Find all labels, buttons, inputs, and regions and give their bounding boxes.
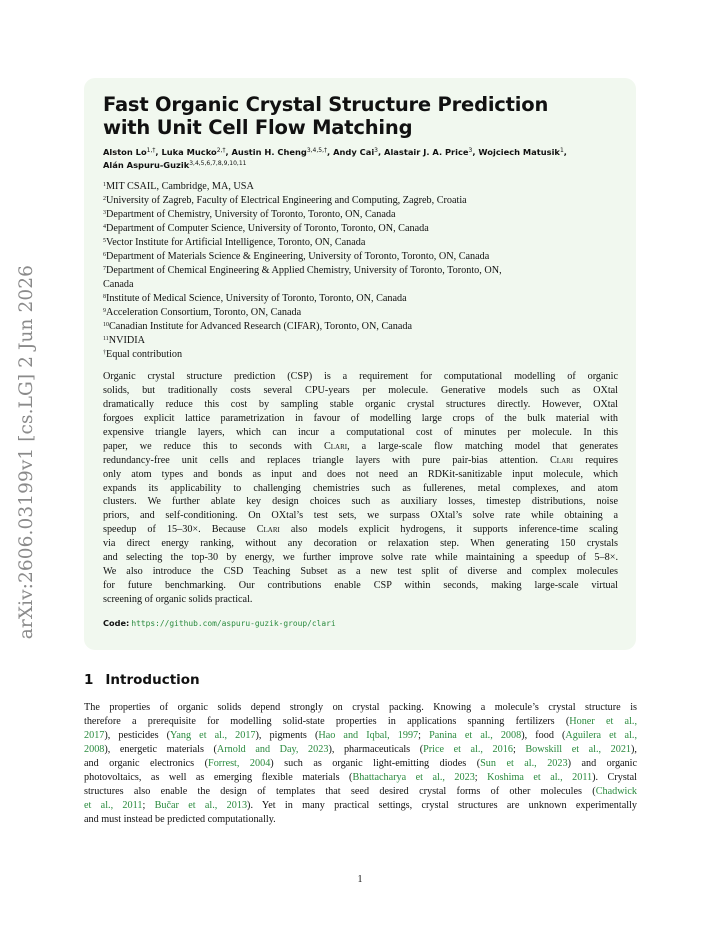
affiliation: [103, 208, 623, 222]
introduction-paragraph: [84, 701, 637, 827]
intro-line: structures also enable the design of templates that seed desired crystal forms of other molecules (Chadwick: [84, 786, 637, 797]
abstract-line: for future benchmarking. Our contributions enable CSP within seconds, making large-scale virtual: [103, 580, 618, 592]
affiliation-number: 8: [103, 294, 106, 300]
citation-link[interactable]: Aguilera et al.,: [565, 730, 637, 741]
abstract-line: priors, and self-conditioning. On OXtal’s test sets, we surpass OXtal’s solve rate while obtaining a: [103, 510, 618, 522]
abstract: [103, 370, 618, 607]
abstract-line: and selecting the top-30 by energy, we further improve solve rate while maintaining a speedup of 5–8×.: [103, 552, 618, 564]
citation-link[interactable]: Bhattacharya et al., 2023: [352, 772, 475, 783]
affiliation: [103, 194, 623, 208]
citation-link[interactable]: Yang et al., 2017: [170, 730, 256, 741]
author-affiliation-marks: 2,†: [216, 147, 226, 154]
section-title: Introduction: [105, 672, 200, 688]
citation-link[interactable]: Panina et al., 2008: [429, 730, 522, 741]
affiliation-number: 9: [103, 308, 106, 314]
citation-link[interactable]: Bučar et al., 2013: [154, 800, 248, 811]
abstract-line: screening of organic solids practical.: [103, 594, 253, 605]
abstract-line: solids, but traditionally costs several CPU-years per molecule. Generative models such as OXtal: [103, 384, 618, 396]
author-affiliation-marks: 3: [468, 147, 473, 154]
abstract-line: expensive triangle layers, which can incur a computational cost of minutes per molecule. In this: [103, 426, 618, 438]
affiliation-number: 2: [103, 196, 106, 202]
intro-line: 2008), energetic materials (Arnold and Day, 2023), pharmaceuticals (Price et al., 2016; Bowskill et al., 2021),: [84, 744, 637, 755]
author-list: Alston $Lo^{1,\dagger}$, Luka Mucko$^{2,\dagger}$, Austin H. Cheng$^{3,4,5,\dagger}$, Andy Cai$^3$, Alastair J. A. Price$^3$, Wojciech Matusik$^1$, Alán Aspuru-Guzik$^{3,4,5,6,7,8,9,10,11}$: [103, 147, 567, 170]
citation-link[interactable]: Hao and Iqbal, 1997: [318, 730, 419, 741]
affiliation-number: 4: [103, 224, 106, 230]
author-affiliation-marks: 1,†: [146, 147, 156, 154]
intro-line: 2017), pesticides (Yang et al., 2017), pigments (Hao and Iqbal, 1997; Panina et al., 2008), food (Aguilera et al.,: [84, 730, 637, 741]
affiliation-number: 10: [103, 322, 109, 328]
affiliation: [103, 250, 623, 264]
affiliation: [103, 348, 623, 362]
affiliation-number: 11: [103, 336, 109, 342]
arxiv-stamp: arXiv:2606.03199v1 [cs.LG] 2 Jun 2026: [16, 265, 37, 640]
affiliation-number: 6: [103, 252, 106, 258]
citation-link[interactable]: Chadwick: [595, 786, 637, 797]
title-line: Fast Organic Crystal Structure Prediction: [103, 93, 549, 116]
affiliation-text: Equal contribution: [106, 349, 183, 360]
affiliation: [103, 264, 623, 278]
citation-link[interactable]: Forrest, 2004: [208, 758, 271, 769]
affiliation-text: Department of Computer Science, University of Toronto, Toronto, ON, Canada: [106, 223, 429, 234]
intro-line: et al., 2011; Bučar et al., 2013). Yet in many practical settings, crystal structures are unknown experimentally: [84, 800, 637, 811]
affiliation-number: †: [103, 350, 106, 356]
citation-link[interactable]: Sun et al., 2023: [480, 758, 568, 769]
intro-line: therefore a prerequisite for modelling solid-state properties in applications spanning fertilizers (Honer et al.,: [84, 716, 637, 727]
affiliation-number: 7: [103, 266, 106, 272]
affiliation: [103, 180, 623, 194]
abstract-line: speedup of 15–30×. Because Clari also models explicit hydrogens, it supports inference-time scaling: [103, 524, 618, 536]
author-name: Luka Mucko: [161, 147, 217, 157]
affiliation-text: Canada: [103, 279, 134, 290]
author-affiliation-marks: 3,4,5,6,7,8,9,10,11: [189, 160, 247, 167]
affiliation-text: Department of Chemistry, University of Toronto, Toronto, ON, Canada: [106, 209, 396, 220]
affiliation-number: 3: [103, 210, 106, 216]
code-link-line: [103, 618, 336, 628]
affiliation-number: 1: [103, 182, 106, 188]
abstract-line: expands its applicability to challenging chemistries such as fullerenes, metal complexes, and atom: [103, 482, 618, 494]
intro-line: and must instead be predicted computationally.: [84, 814, 276, 825]
affiliation-text: Acceleration Consortium, Toronto, ON, Canada: [106, 307, 302, 318]
model-name: Clari: [256, 524, 280, 536]
author-name: Austin H. Cheng: [231, 147, 307, 157]
model-name: Clari: [323, 440, 348, 452]
author-affiliation-marks: 3: [374, 147, 378, 154]
intro-line: The properties of organic solids depend strongly on crystal packing. Knowing a molecule’s crystal structure is: [84, 702, 637, 713]
affiliation: [103, 320, 623, 334]
abstract-line: redundancy-free unit cells and replaces triangle layers with pure pair-bias attention. Clari requires: [103, 454, 619, 466]
citation-link[interactable]: 2008: [84, 744, 105, 755]
abstract-line: via direct energy ranking, without any decoration or relaxation step. When generating 150 crystals: [103, 538, 618, 550]
page-number: 1: [357, 874, 363, 885]
intro-line: and organic electronics (Forrest, 2004) such as organic light-emitting diodes (Sun et al., 2023) and organic: [84, 758, 637, 769]
affiliation-number: 5: [103, 238, 106, 244]
affiliation: [103, 236, 623, 250]
affiliation-text: Vector Institute for Artificial Intelligence, Toronto, ON, Canada: [106, 237, 366, 248]
abstract-line: dramatically reduce this cost by sampling stable organic crystal structures directly. However, OXtal: [103, 398, 618, 410]
affiliation-text: Department of Materials Science & Engineering, University of Toronto, Toronto, ON, Canada: [106, 251, 490, 262]
model-name: Clari: [550, 454, 574, 466]
code-url-link[interactable]: https://github.com/aspuru-guzik-group/clari: [131, 619, 336, 628]
affiliation-list: [103, 180, 623, 362]
affiliation-text: NVIDIA: [108, 335, 145, 346]
abstract-line: We also introduce the CSD Teaching Subset as a new test split of diverse and complex molecules: [103, 566, 618, 578]
paper-title: [103, 93, 623, 139]
author-name: Alston Lo: [103, 147, 147, 157]
affiliation: [103, 222, 623, 236]
intro-line: photovoltaics, as well as emerging flexible materials (Bhattacharya et al., 2023; Koshima et al., 2011). Crystal: [84, 772, 637, 783]
citation-link[interactable]: 2017: [84, 730, 105, 741]
citation-link[interactable]: Honer et al.,: [569, 716, 637, 727]
author-affiliation-marks: 3,4,5,†: [306, 147, 328, 154]
abstract-line: paper, we reduce this to seconds with Clari, a large-scale flow matching model that generates: [103, 440, 618, 452]
affiliation: [103, 306, 623, 320]
affiliation-text: Department of Chemical Engineering & Applied Chemistry, University of Toronto, Toronto, ON,: [106, 265, 502, 276]
section-number: 1: [84, 672, 94, 688]
affiliation: [103, 292, 623, 306]
abstract-line: Organic crystal structure prediction (CSP) is a requirement for computational modelling of organic: [103, 371, 618, 382]
affiliation-text: Institute of Medical Science, University of Toronto, Toronto, ON, Canada: [106, 293, 407, 304]
author-name: Wojciech Matusik: [478, 147, 560, 157]
code-label: Code:: [103, 618, 130, 628]
citation-link[interactable]: Koshima et al., 2011: [487, 772, 593, 783]
abstract-line: forgoes explicit lattice parametrization in favour of modelling large crops of the bulk material with: [103, 412, 618, 424]
citation-link[interactable]: Arnold and Day, 2023: [216, 744, 329, 755]
citation-link[interactable]: Price et al., 2016: [423, 744, 513, 755]
abstract-line: only atom types and bonds as input and does not need an RDKit-sanitizable input molecule, which: [103, 468, 618, 480]
author-name: Alastair J. A. Price: [384, 147, 469, 157]
affiliation: [103, 278, 623, 292]
title-line: with Unit Cell Flow Matching: [103, 116, 413, 139]
author-name: Andy Cai: [333, 147, 375, 157]
section-heading: [84, 672, 200, 688]
author-affiliation-marks: 1: [559, 147, 564, 154]
affiliation-text: MIT CSAIL, Cambridge, MA, USA: [106, 181, 254, 192]
citation-link[interactable]: Bowskill et al., 2021: [525, 744, 632, 755]
affiliation-text: Canadian Institute for Advanced Research (CIFAR), Toronto, ON, Canada: [109, 321, 413, 332]
author-name: Alán Aspuru-Guzik: [103, 160, 190, 170]
abstract-line: clusters. We further ablate key design choices such as auxiliary losses, timestep distributions, noise: [103, 496, 618, 508]
affiliation-text: University of Zagreb, Faculty of Electrical Engineering and Computing, Zagreb, Croatia: [106, 195, 467, 206]
affiliation: [103, 334, 623, 348]
citation-link[interactable]: et al., 2011: [84, 800, 143, 811]
